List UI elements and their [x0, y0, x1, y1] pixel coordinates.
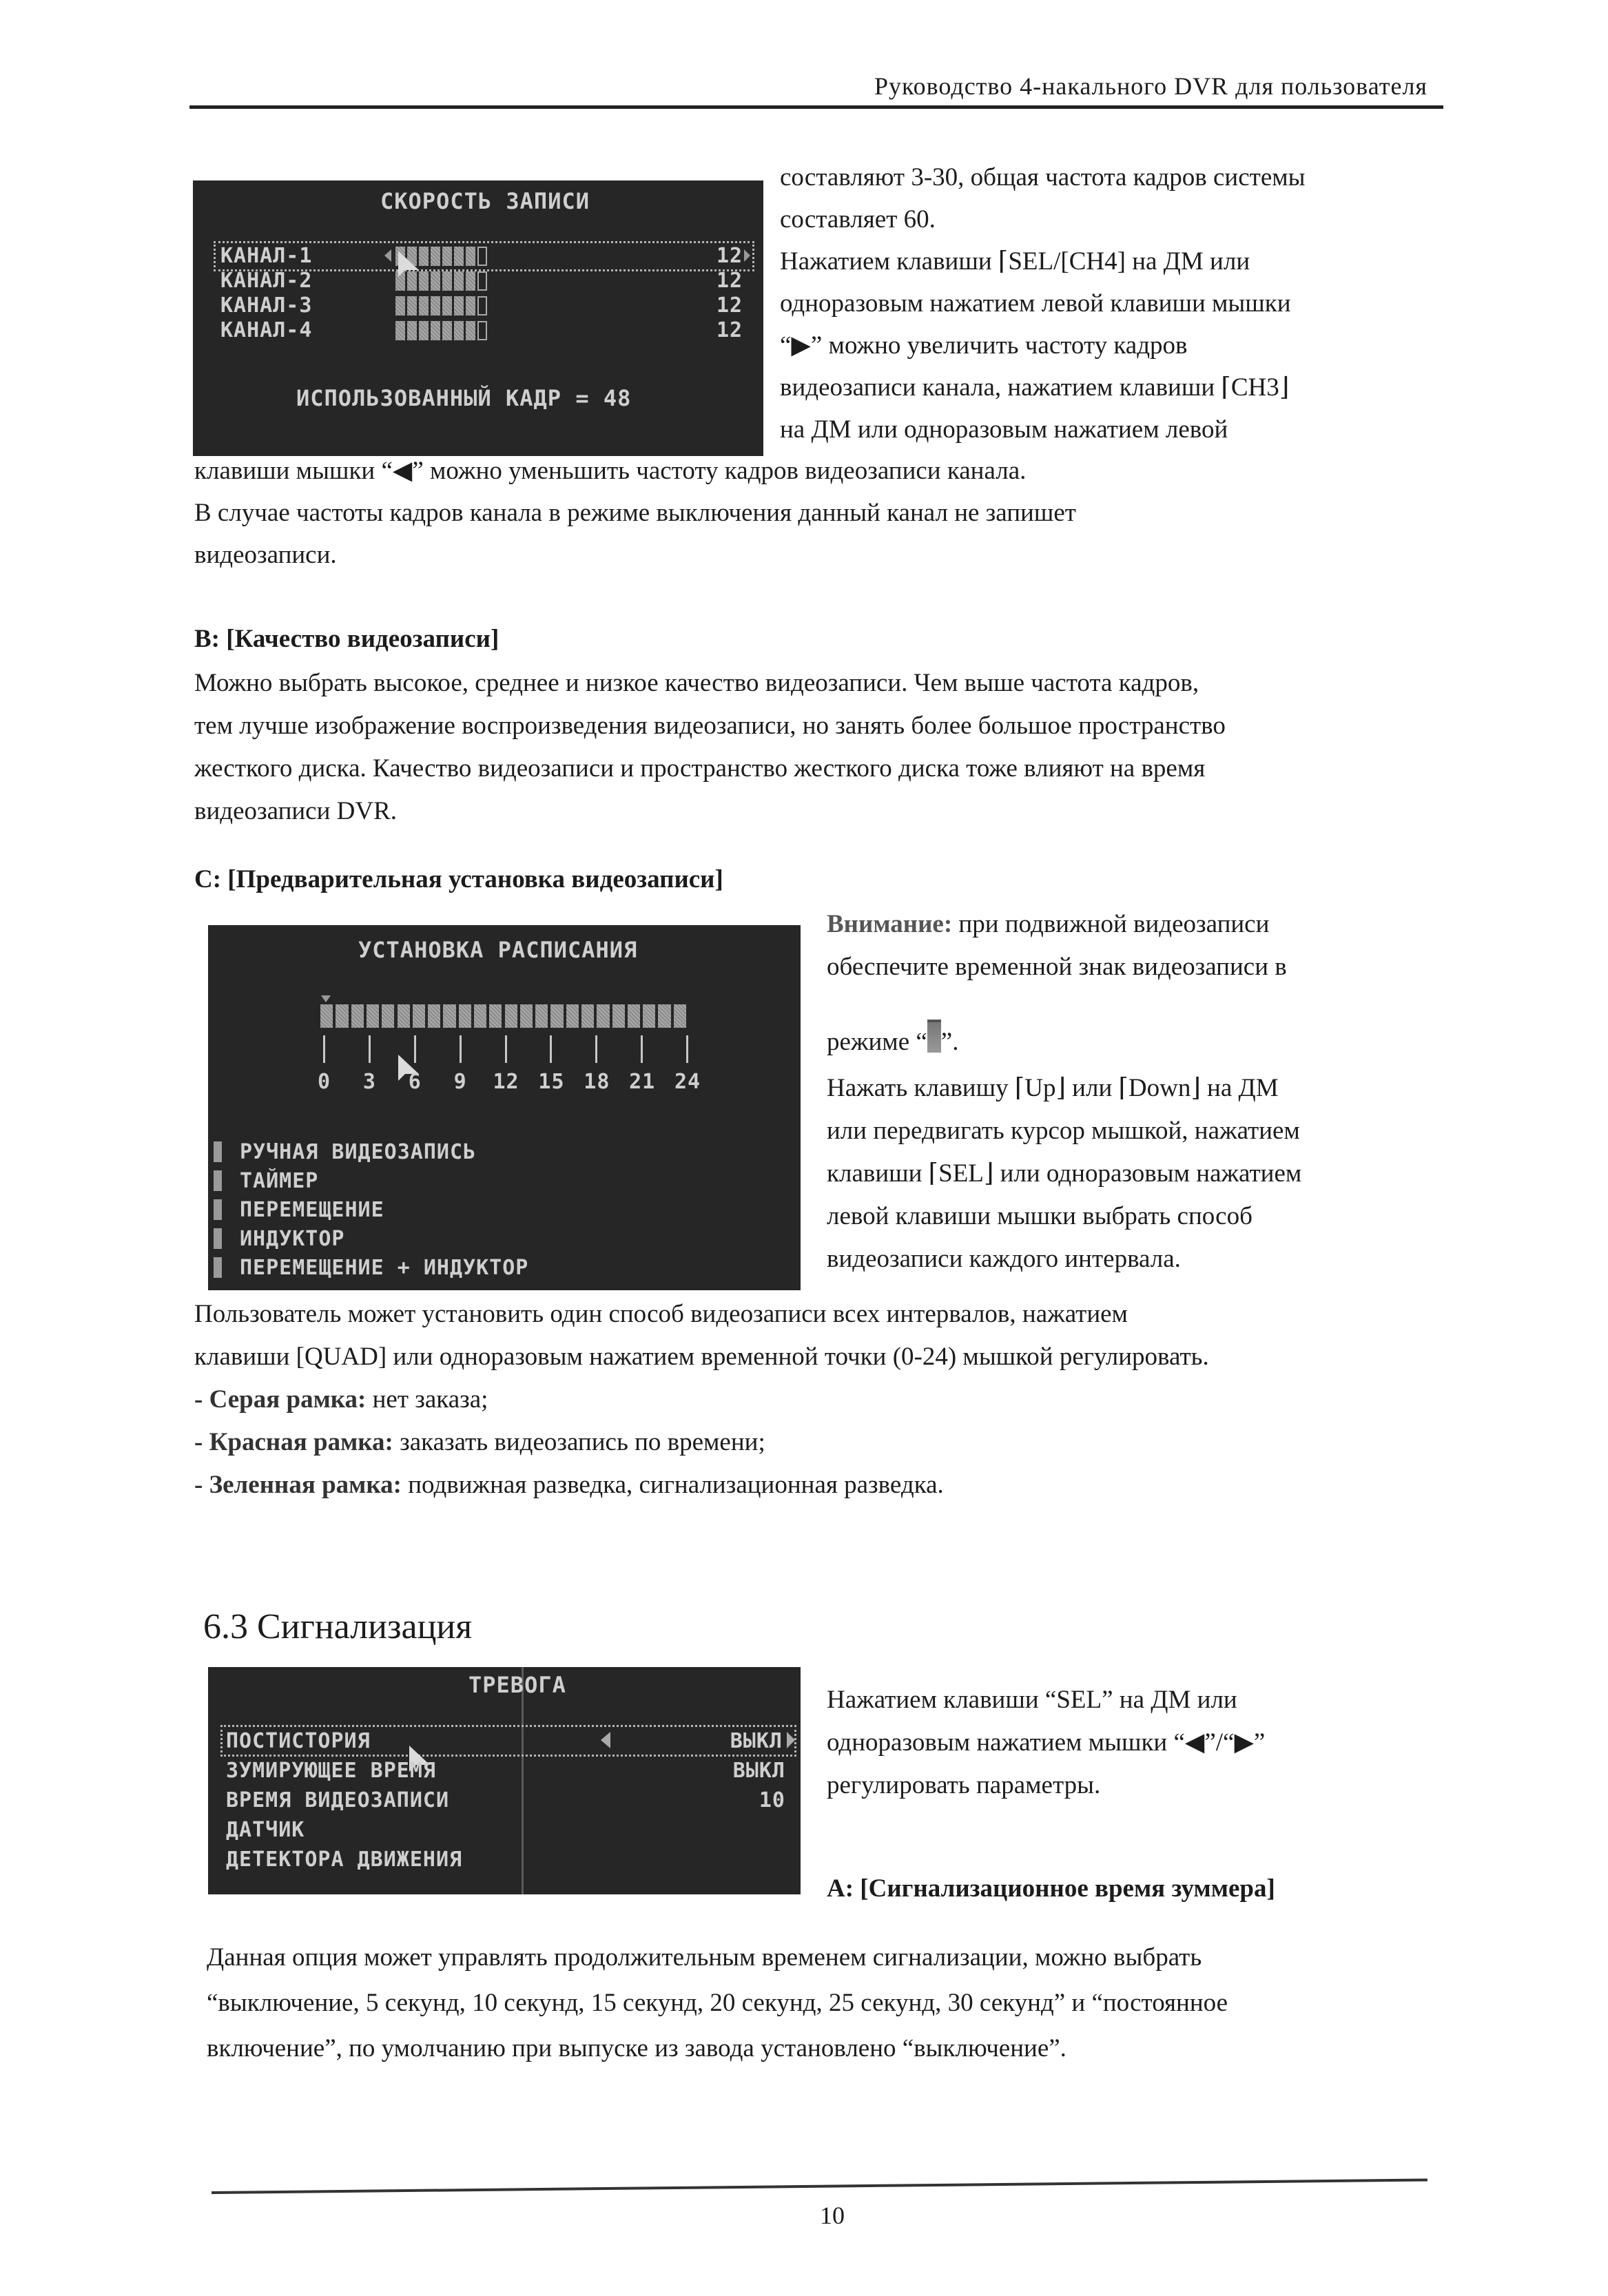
schedule-hour-slot[interactable] — [643, 1004, 655, 1028]
section-a-heading: A: [Сигнализационное время зуммера] — [827, 1874, 1275, 1903]
body-line: видеозаписи канала, нажатием клавиши ⌈CH3⌋ — [780, 373, 1290, 402]
body-line: клавиши [QUAD] или одноразовым нажатием временной точки (0-24) мышкой регулировать. — [194, 1343, 1209, 1371]
schedule-tick-label: 9 — [453, 1070, 467, 1094]
legend-item-label: ПЕРЕМЕЩЕНИЕ — [240, 1198, 384, 1222]
schedule-tick — [595, 1035, 597, 1063]
body-line: включение”, по умолчанию при выпуске из завода установлено “выключение”. — [207, 2034, 1066, 2062]
schedule-tick-label: 24 — [674, 1070, 701, 1094]
osd-title: УСТАНОВКА РАСПИСАНИЯ — [358, 937, 638, 963]
frame-rate-segment-filled — [419, 247, 429, 266]
osd-title: ТРЕВОГА — [468, 1672, 566, 1698]
schedule-hour-slot[interactable] — [367, 1004, 379, 1028]
schedule-osd — [208, 925, 801, 1290]
channel-label: КАНАЛ-1 — [220, 244, 313, 268]
frame-rate-segment-filled — [407, 296, 417, 316]
schedule-tick — [686, 1035, 688, 1063]
schedule-tick — [414, 1035, 416, 1063]
osd-divider — [522, 1667, 524, 1894]
body-line: Можно выбрать высокое, среднее и низкое качество видеозаписи. Чем выше частота кадров, — [194, 669, 1199, 697]
frame-rate-segment-filled — [442, 271, 452, 291]
schedule-hour-slot[interactable] — [581, 1004, 594, 1028]
note-text: режиме “ — [827, 1028, 927, 1056]
legend-item-label: ИНДУКТОР — [240, 1227, 345, 1251]
legend-swatch — [214, 1228, 222, 1249]
schedule-hour-slot[interactable] — [382, 1004, 394, 1028]
schedule-hour-slot[interactable] — [428, 1004, 440, 1028]
schedule-tick — [323, 1035, 325, 1063]
body-line: Нажатием клавиши “SEL” на ДМ или — [827, 1686, 1237, 1714]
body-line: на ДМ или одноразовым нажатием левой — [780, 415, 1228, 444]
note-text: при подвижной видеозаписи — [952, 910, 1270, 938]
legend-swatch — [214, 1141, 222, 1162]
schedule-tick — [505, 1035, 507, 1063]
alarm-setting-label[interactable]: ВРЕМЯ ВИДЕОЗАПИСИ — [226, 1788, 450, 1812]
schedule-hour-slot[interactable] — [535, 1004, 548, 1028]
frame-rate-segment-filled — [431, 271, 440, 291]
alarm-setting-value[interactable]: ВЫКЛ — [732, 1759, 785, 1783]
body-line: одноразовым нажатием левой клавиши мышки — [780, 289, 1291, 318]
schedule-tick-label: 18 — [584, 1070, 610, 1094]
frame-label: - Красная рамка: — [194, 1428, 393, 1456]
schedule-tick-label: 0 — [318, 1070, 331, 1094]
channel-label: КАНАЛ-2 — [220, 269, 313, 293]
alarm-setting-label[interactable]: ДЕТЕКТОРА ДВИЖЕНИЯ — [226, 1848, 463, 1872]
frame-description: заказать видеозапись по времени; — [393, 1428, 765, 1456]
frame-rate-segment-filled — [431, 247, 440, 266]
frame-rate-segment-filled — [466, 321, 475, 340]
legend-swatch — [214, 1170, 222, 1191]
alarm-setting-label[interactable]: ЗУМИРУЮЩЕЕ ВРЕМЯ — [226, 1759, 436, 1783]
time-pointer-icon — [321, 995, 331, 1002]
schedule-tick-label: 15 — [538, 1070, 565, 1094]
frame-rate-segment-empty — [477, 296, 487, 316]
running-header: Руководство 4-накального DVR для пользователя — [874, 72, 1427, 100]
legend-item-label: РУЧНАЯ ВИДЕОЗАПИСЬ — [240, 1140, 477, 1164]
channel-frame-rate-value[interactable]: 12 — [717, 269, 743, 293]
schedule-tick — [550, 1035, 552, 1063]
body-line: клавиши ⌈SEL⌋ или одноразовым нажатием — [827, 1159, 1302, 1188]
frame-rate-segment-filled — [419, 296, 429, 316]
schedule-hour-slot[interactable] — [489, 1004, 502, 1028]
frame-rate-segment-filled — [454, 271, 464, 291]
frame-rate-segment-filled — [431, 321, 440, 340]
schedule-hour-slot[interactable] — [505, 1004, 517, 1028]
body-line: жесткого диска. Качество видеозаписи и пространство жесткого диска тоже влияют на время — [194, 754, 1206, 783]
schedule-tick — [369, 1035, 371, 1063]
frame-legend-item — [194, 1378, 488, 1422]
legend-item-label: ПЕРЕМЕЩЕНИЕ + ИНДУКТОР — [240, 1256, 529, 1280]
frame-rate-segment-filled — [407, 321, 417, 340]
schedule-hour-slot[interactable] — [597, 1004, 609, 1028]
schedule-hour-slot[interactable] — [459, 1004, 471, 1028]
increase-arrow-icon[interactable] — [744, 249, 750, 262]
schedule-hour-slot[interactable] — [550, 1004, 563, 1028]
body-line: Нажать клавишу ⌈Up⌋ или ⌈Down⌋ на ДМ — [827, 1074, 1279, 1102]
channel-frame-rate-value[interactable]: 12 — [717, 293, 743, 318]
alarm-setting-label[interactable]: ДАТЧИК — [226, 1818, 305, 1842]
channel-frame-rate-value[interactable]: 12 — [717, 244, 743, 268]
footer-rule — [212, 2179, 1427, 2194]
schedule-hour-slot[interactable] — [612, 1004, 625, 1028]
schedule-hour-slot[interactable] — [336, 1004, 348, 1028]
body-line: Нажатием клавиши ⌈SEL/[CH4] на ДМ или — [780, 247, 1250, 276]
frame-rate-segment-filled — [395, 296, 405, 316]
channel-label: КАНАЛ-4 — [220, 318, 313, 342]
body-line: “выключение, 5 секунд, 10 секунд, 15 секунд, 20 секунд, 25 секунд, 30 секунд” и “постоянное — [207, 1989, 1228, 2017]
frame-rate-segment-filled — [466, 271, 475, 291]
body-line: тем лучше изображение воспроизведения видеозаписи, но занять более большое пространство — [194, 712, 1226, 740]
frame-rate-segment-empty — [477, 321, 487, 340]
schedule-hour-slot[interactable] — [413, 1004, 425, 1028]
frame-rate-segment-filled — [431, 296, 440, 316]
body-line: составляет 60. — [780, 205, 936, 234]
note-line: обеспечите временной знак видеозаписи в — [827, 953, 1287, 981]
body-line: “▶” можно увеличить частоту кадров — [780, 331, 1188, 360]
frame-rate-segment-filled — [454, 296, 464, 316]
frame-rate-segment-empty — [477, 247, 487, 266]
schedule-hour-slot[interactable] — [674, 1004, 686, 1028]
schedule-hour-slot[interactable] — [520, 1004, 533, 1028]
attention-label: Внимание: — [827, 910, 953, 938]
body-line: или передвигать курсор мышкой, нажатием — [827, 1117, 1300, 1145]
schedule-tick — [641, 1035, 643, 1063]
note-text: ”. — [940, 1028, 959, 1056]
frame-rate-segment-filled — [395, 321, 405, 340]
body-line: клавиши мышки “◀” можно уменьшить частоту кадров видеозаписи канала. — [194, 457, 1027, 485]
body-line: составляют 3-30, общая частота кадров системы — [780, 163, 1306, 192]
alarm-setting-value[interactable]: 10 — [759, 1788, 785, 1812]
used-frames-total: ИСПОЛЬЗОВАННЫЙ КАДР = 48 — [296, 385, 632, 411]
frame-rate-segment-filled — [419, 321, 429, 340]
legend-swatch — [214, 1199, 222, 1220]
decrease-arrow-icon[interactable] — [601, 1732, 610, 1748]
frame-legend-item — [194, 1463, 944, 1507]
schedule-tick — [460, 1035, 462, 1063]
legend-swatch — [214, 1257, 222, 1278]
alarm-setting-label[interactable]: ПОСТИСТОРИЯ — [226, 1729, 371, 1753]
schedule-hour-slot[interactable] — [351, 1004, 364, 1028]
body-line: видеозаписи. — [194, 541, 337, 569]
schedule-hour-slot[interactable] — [474, 1004, 486, 1028]
body-line: Пользователь может установить один способ видеозаписи всех интервалов, нажатием — [194, 1300, 1128, 1328]
alarm-setting-value[interactable]: ВЫКЛ — [730, 1729, 783, 1753]
frame-rate-segment-empty — [477, 271, 487, 291]
record-mark-swatch-icon — [927, 1020, 941, 1053]
frame-rate-segment-filled — [419, 271, 429, 291]
frame-rate-segment-filled — [454, 247, 464, 266]
body-line: Данная опция может управлять продолжительным временем сигнализации, можно выбрать — [207, 1943, 1202, 1972]
schedule-hour-slot[interactable] — [398, 1004, 410, 1028]
schedule-hour-slot[interactable] — [443, 1004, 455, 1028]
schedule-tick-label: 21 — [629, 1070, 656, 1094]
frame-rate-segment-filled — [466, 247, 475, 266]
section-6-3-title: 6.3 Сигнализация — [203, 1607, 473, 1646]
frame-rate-segment-filled — [442, 247, 452, 266]
schedule-hour-slot[interactable] — [658, 1004, 670, 1028]
body-line: В случае частоты кадров канала в режиме выключения данный канал не запишет — [194, 499, 1076, 527]
body-line: видеозаписи DVR. — [194, 797, 398, 825]
body-line: левой клавиши мышки выбрать способ — [827, 1202, 1253, 1230]
header-rule — [189, 105, 1443, 109]
frame-legend-item — [194, 1420, 765, 1465]
schedule-tick-label: 6 — [408, 1070, 422, 1094]
body-line: регулировать параметры. — [827, 1771, 1101, 1799]
alarm-osd — [208, 1667, 801, 1894]
frame-rate-segment-filled — [442, 296, 452, 316]
frame-description: нет заказа; — [366, 1385, 488, 1414]
osd-title: СКОРОСТЬ ЗАПИСИ — [380, 188, 590, 214]
legend-item-label: ТАЙМЕР — [240, 1169, 319, 1193]
channel-frame-rate-value[interactable]: 12 — [717, 318, 743, 342]
channel-label: КАНАЛ-3 — [220, 293, 313, 318]
decrease-arrow-icon[interactable] — [384, 249, 391, 262]
frame-label: - Зеленная рамка: — [194, 1471, 402, 1499]
note-line — [827, 1020, 958, 1064]
frame-label: - Серая рамка: — [194, 1385, 367, 1414]
frame-rate-segment-filled — [466, 296, 475, 316]
frame-description: подвижная разведка, сигнализационная разведка. — [401, 1471, 944, 1499]
schedule-hour-slot[interactable] — [566, 1004, 579, 1028]
section-c-heading: C: [Предварительная установка видеозаписи] — [194, 865, 723, 893]
record-speed-osd — [193, 180, 763, 456]
mouse-cursor-icon — [397, 249, 420, 280]
increase-arrow-icon[interactable] — [787, 1732, 795, 1748]
schedule-hour-slot[interactable] — [320, 1004, 333, 1028]
frame-rate-segment-filled — [454, 321, 464, 340]
schedule-hour-slot[interactable] — [628, 1004, 640, 1028]
body-line: видеозаписи каждого интервала. — [827, 1245, 1181, 1273]
schedule-tick-label: 3 — [362, 1070, 376, 1094]
attention-note — [827, 902, 1269, 947]
frame-rate-segment-filled — [442, 321, 452, 340]
page-number: 10 — [820, 2202, 845, 2229]
body-line: одноразовым нажатием мышки “◀”/“▶” — [827, 1728, 1266, 1757]
schedule-tick-label: 12 — [493, 1070, 519, 1094]
section-b-heading: B: [Качество видеозаписи] — [194, 625, 499, 653]
